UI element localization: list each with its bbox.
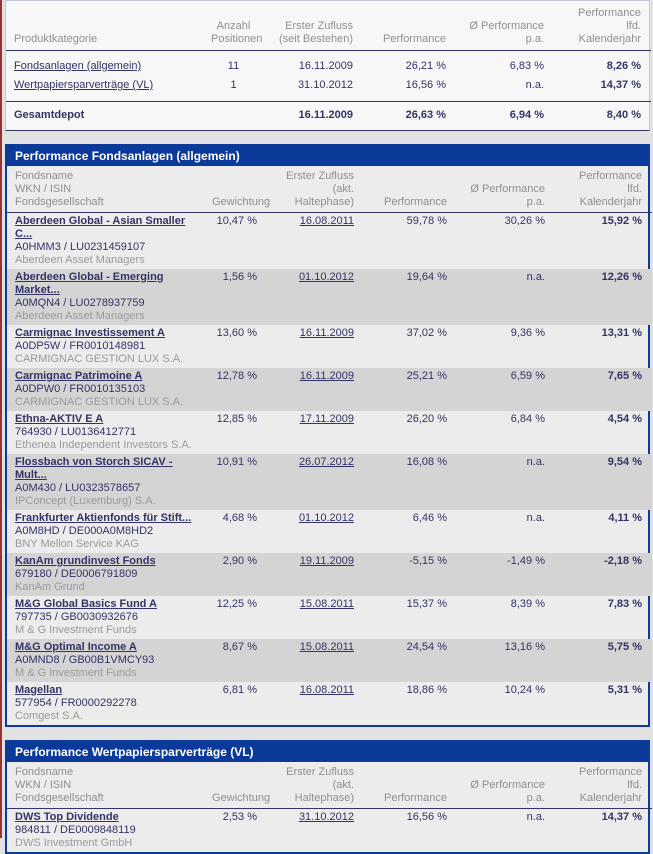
fund-name-line: M&G Optimal Income A [15,641,137,653]
header-line: (akt. Haltephase) [294,779,354,804]
col-header-fondsname-wkn-gesellschaft [7,762,202,809]
fund-performance-ytd: 9,54 % [607,456,642,468]
fund-name-link[interactable] [15,598,202,611]
fund-performance-ytd: 4,54 % [607,413,642,425]
header-line: Produktkategorie [14,33,98,45]
fund-weight: 13,60 % [216,327,257,339]
fund-name-link[interactable] [15,370,202,383]
header-line: Fondsgesellschaft [15,196,104,208]
total-label: Gesamtdepot [6,102,201,131]
header-line: Fondsname [15,766,74,778]
fund-inflow-date-link[interactable]: 26.07.2012 [298,456,354,468]
fund-weight: 2,90 % [222,555,257,567]
fund-wkn-isin: 984811 / DE0009848119 [15,824,136,836]
col-header-performance-pa [457,166,555,213]
performance-ytd-value: 14,37 % [600,79,641,91]
col-header-produktkategorie [6,1,201,51]
fund-row [7,213,652,270]
fund-performance: 24,54 % [406,641,447,653]
fund-company: Aberdeen Asset Managers [15,254,145,266]
summary-total-row [6,102,651,131]
header-line: p.a. [526,196,545,208]
col-header-anzahl-positionen [201,1,266,51]
fund-name-line: Ethna-AKTIV E A [15,413,104,425]
fund-company: IPConcept (Luxemburg) S.A. [15,495,156,507]
fund-row [7,269,652,325]
performance-ytd-value: 8,26 % [606,60,641,72]
header-line: Positionen [211,33,263,45]
fund-performance-ytd: 5,31 % [607,684,642,696]
fund-performance-ytd: 7,83 % [607,598,642,610]
col-header-gewichtung [202,762,271,809]
fund-performance: 16,08 % [406,456,447,468]
fund-performance-pa: -1,49 % [507,555,545,567]
fund-name-link[interactable] [15,413,202,426]
fund-row [7,682,652,725]
fund-performance-pa: 9,36 % [510,327,545,339]
fund-performance-ytd: -2,18 % [604,555,642,567]
col-header-performance-kalenderjahr [554,1,651,51]
fund-name-link[interactable] [15,684,202,697]
col-header-performance [364,166,457,213]
fund-company: Ethenea Independent Investors S.A. [15,439,192,451]
fund-performance: 59,78 % [406,215,447,227]
category-link-wertpapiersparvertraege[interactable]: Wertpapiersparverträge (VL) [14,79,154,91]
product-category-summary-table [5,0,650,131]
fund-performance-pa: 8,39 % [510,598,545,610]
header-line: lfd. Kalenderjahr [579,183,642,208]
header-line: Performance [578,7,641,19]
col-header-erster-zufluss-haltephase [267,166,364,213]
fund-name-line: Flossbach von Storch SICAV - [15,456,173,468]
performance-value: 16,56 % [405,79,446,91]
fund-name-link[interactable] [15,215,202,241]
fund-weight: 10,91 % [216,456,257,468]
header-line: Erster Zufluss [286,170,354,182]
header-line: lfd. Kalenderjahr [579,779,642,804]
positions-count: 11 [227,60,240,72]
fund-name-line: C... [15,228,33,240]
fund-wkn-isin: 679180 / DE0006791809 [15,568,138,580]
fund-name-line: KanAm grundinvest Fonds [15,555,156,567]
fund-wkn-isin: 577954 / FR0000292278 [15,697,137,709]
fund-row [7,325,652,368]
fund-inflow-date-link[interactable]: 01.10.2012 [298,512,354,524]
fund-company: CARMIGNAC GESTION LUX S.A. [15,353,184,365]
fund-performance-ytd: 15,92 % [601,215,642,227]
fund-wkn-isin: A0DPW0 / FR0010135103 [15,383,146,395]
fund-inflow-date-link[interactable]: 15.08.2011 [299,641,354,653]
section-title: Performance Fondsanlagen (allgemein) [7,146,648,166]
fund-name-line: Carmignac Patrimoine A [15,370,143,382]
summary-row-wertpapiersparvertraege [6,76,651,102]
fund-inflow-date-link[interactable]: 16.11.2009 [299,327,354,339]
fund-performance-pa: 6,59 % [510,370,545,382]
col-header-performance-kalenderjahr [555,166,652,213]
fund-name-link[interactable] [15,555,202,568]
fund-name-line: Mult... [15,469,47,481]
fund-inflow-date-link[interactable]: 19.11.2009 [299,555,354,567]
fund-performance: 37,02 % [406,327,447,339]
fund-company: DWS Investment GmbH [15,837,133,849]
header-line: Performance [579,170,642,182]
fund-wkn-isin: A0MND8 / GB00B1VMCY93 [15,654,155,666]
fund-name-line: Magellan [15,684,63,696]
fund-wkn-isin: 797735 / GB0030932676 [15,611,138,623]
header-line: Ø Performance [469,20,544,32]
fund-inflow-date-link[interactable]: 17.11.2009 [299,413,354,425]
fund-weight: 12,85 % [216,413,257,425]
fund-row [7,510,652,553]
total-performance-pa-value: 6,94 % [456,102,554,131]
fund-performance: 26,20 % [406,413,447,425]
fund-name-line: Frankfurter Aktienfonds für Stift... [15,512,192,524]
fund-inflow-date-link[interactable]: 16.08.2011 [299,215,354,227]
total-first-inflow-date: 16.11.2009 [266,102,363,131]
header-line: Erster Zufluss [285,20,353,32]
header-line: Fondsgesellschaft [15,792,104,804]
header-line: Ø Performance [470,779,545,791]
fund-company: M & G Investment Funds [15,667,137,679]
fund-performance-pa: 6,84 % [510,413,545,425]
fund-company: Aberdeen Asset Managers [15,310,145,322]
fund-wkn-isin: A0DP5W / FR0010148981 [15,340,146,352]
col-header-performance-kalenderjahr [555,762,652,809]
fund-performance-ytd: 13,31 % [601,327,642,339]
fund-table-header-row [7,762,652,809]
fund-inflow-date-link[interactable]: 31.10.2012 [298,811,354,823]
fund-inflow-date-link[interactable]: 01.10.2012 [298,271,354,283]
fund-name-line: M&G Global Basics Fund A [15,598,157,610]
fund-name-line: DWS Top Dividende [15,811,119,823]
category-link-fondsanlagen[interactable]: Fondsanlagen (allgemein) [14,60,142,72]
header-line: lfd. Kalenderjahr [578,20,641,45]
fund-row [7,411,652,454]
col-header-performance [363,1,456,51]
fund-weight: 4,68 % [222,512,257,524]
fund-company: M & G Investment Funds [15,624,137,636]
col-header-erster-zufluss [266,1,363,51]
fund-name-link[interactable] [15,271,202,297]
fund-row [7,454,652,510]
fund-performance-pa: 13,16 % [504,641,545,653]
col-header-performance-pa [456,1,554,51]
fund-inflow-date-link[interactable]: 15.08.2011 [299,598,354,610]
fund-performance: -5,15 % [409,555,447,567]
header-line: Fondsname [15,170,74,182]
header-line: WKN / ISIN [15,779,72,791]
performance-value: 26,21 % [405,60,446,72]
fund-performance-pa: 10,24 % [504,684,545,696]
fund-table-header-row [7,166,652,213]
fund-company: Comgest S.A. [15,710,83,722]
fund-performance: 19,64 % [406,271,447,283]
fund-performance-pa: n.a. [526,271,545,283]
header-line: p.a. [526,792,545,804]
fund-weight: 1,56 % [222,271,257,283]
fund-wkn-isin: A0MQN4 / LU0278937759 [15,297,145,309]
fund-performance: 16,56 % [406,811,447,823]
header-line: (seit Bestehen) [279,33,353,45]
col-header-erster-zufluss-haltephase [267,762,364,809]
fund-performance-pa: n.a. [526,456,545,468]
fund-performance-ytd: 4,11 % [608,512,642,524]
header-line: Erster Zufluss [286,766,354,778]
fund-company: KanAm Grund [15,581,85,593]
fund-name-link[interactable] [15,327,202,340]
fund-performance-ytd: 7,65 % [607,370,642,382]
col-header-performance [364,762,457,809]
fund-name-line: Aberdeen Global - Asian Smaller [15,215,186,227]
fund-name-link[interactable] [15,811,202,824]
fund-name-link[interactable] [15,641,202,654]
fund-row [7,553,652,596]
fund-name-line: Market... [15,284,60,296]
fund-inflow-date-link[interactable]: 16.08.2011 [299,684,354,696]
fund-performance-pa: n.a. [526,811,545,823]
header-line: Gewichtung [212,792,271,804]
total-performance-value: 26,63 % [363,102,456,131]
summary-row-fondsanlagen [6,51,651,77]
fund-performance-ytd: 5,75 % [607,641,642,653]
header-line: Performance [383,33,446,45]
col-header-gewichtung [202,166,271,213]
header-line: p.a. [525,33,544,45]
header-line: (akt. Haltephase) [294,183,354,208]
header-line: Gewichtung [212,196,271,208]
fund-performance-ytd: 12,26 % [601,271,642,283]
fund-weight: 12,25 % [216,598,257,610]
fund-company: BNY Mellon Service KAG [15,538,139,550]
fund-performance: 15,37 % [406,598,447,610]
portfolio-performance-page [5,0,650,854]
header-line: Performance [384,196,447,208]
fund-name-line: Carmignac Investissement A [15,327,165,339]
performance-pa-value: 6,83 % [509,60,544,72]
fund-weight: 6,81 % [222,684,257,696]
fund-wkn-isin: 764930 / LU0136412771 [15,426,137,438]
fund-weight: 2,53 % [222,811,257,823]
fund-performance-ytd: 14,37 % [601,811,642,823]
first-inflow-date: 16.11.2009 [298,60,353,72]
col-header-performance-pa [457,762,555,809]
header-line: Anzahl [216,20,251,32]
first-inflow-date: 31.10.2012 [297,79,353,91]
fund-weight: 10,47 % [216,215,257,227]
fund-row [7,809,652,853]
fund-performance: 18,86 % [406,684,447,696]
fund-row [7,368,652,411]
header-line: Performance [579,766,642,778]
fund-wkn-isin: A0M8HD / DE000A0M8HD2 [15,525,154,537]
fund-performance-pa: 30,26 % [504,215,545,227]
fund-wkn-isin: A0M430 / LU0323578657 [15,482,141,494]
fund-weight: 12,78 % [216,370,257,382]
fund-wkn-isin: A0HMM3 / LU0231459107 [15,241,146,253]
section-title: Performance Wertpapiersparverträge (VL) [7,742,648,762]
fund-row [7,639,652,682]
fund-weight: 8,67 % [222,641,257,653]
positions-count: 1 [230,79,237,91]
header-line: Performance [384,792,447,804]
fund-name-line: Aberdeen Global - Emerging [15,271,164,283]
col-header-fondsname-wkn-gesellschaft [7,166,202,213]
fund-inflow-date-link[interactable]: 16.11.2009 [299,370,354,382]
summary-header-row [6,1,651,51]
section-wertpapiersparvertraege-vl [5,740,650,854]
fund-company: CARMIGNAC GESTION LUX S.A. [15,396,184,408]
fund-name-link[interactable] [15,456,202,482]
header-line: Ø Performance [470,183,545,195]
fund-performance: 6,46 % [412,512,447,524]
fund-row [7,596,652,639]
total-performance-ytd-value: 8,40 % [554,102,651,131]
performance-pa-value: n.a. [525,79,544,91]
fund-performance-pa: n.a. [526,512,545,524]
fund-name-link[interactable] [15,512,202,525]
section-fondsanlagen-allgemein [5,144,650,727]
fund-performance: 25,21 % [406,370,447,382]
header-line: WKN / ISIN [15,183,72,195]
left-edge-line [0,0,2,838]
